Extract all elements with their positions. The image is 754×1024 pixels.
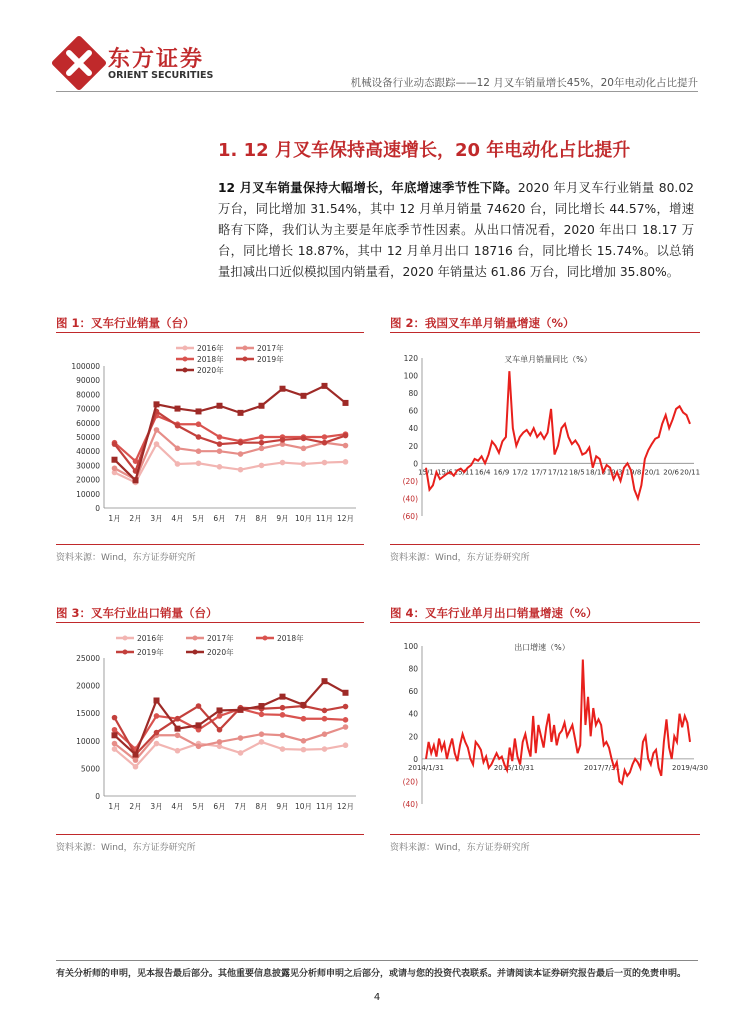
brand-name-cn: 东方证券	[108, 47, 205, 72]
fig1-legend-label: 2019年	[257, 355, 284, 364]
brand-logo-mark	[56, 40, 102, 86]
fig1-data-point	[280, 437, 286, 443]
fig3-data-point	[280, 746, 286, 752]
fig3-data-point	[343, 704, 349, 710]
fig3-legend-marker	[193, 650, 198, 655]
fig1-data-point	[154, 401, 160, 407]
fig3-data-point	[196, 722, 202, 728]
fig3-data-point	[259, 739, 265, 745]
fig3-data-point	[133, 752, 139, 758]
fig4-source-rule	[390, 834, 700, 835]
fig2-y-tick-label: 40	[408, 424, 418, 434]
fig1-y-tick-label: 20000	[76, 475, 100, 485]
fig2-x-tick-label: 15/1	[418, 468, 434, 477]
fig1-y-tick-label: 70000	[76, 404, 100, 414]
fig1-data-point	[280, 386, 286, 392]
fig2-x-tick-label: 18/5	[568, 468, 585, 477]
fig3-data-point	[196, 703, 202, 709]
fig3-data-point	[154, 698, 160, 704]
fig1-x-tick-label: 10月	[294, 514, 313, 523]
fig3-x-tick-label: 7月	[234, 802, 247, 811]
fig1-data-point	[238, 451, 244, 457]
fig1-legend-label: 2017年	[257, 344, 284, 353]
fig1-x-tick-label: 4月	[171, 514, 184, 523]
fig1-data-point	[322, 440, 328, 446]
fig4-chart	[390, 628, 708, 828]
fig1-data-point	[196, 434, 202, 440]
fig3-data-point	[322, 678, 328, 684]
fig4-x-tick-label: 2015/10/31	[493, 763, 535, 772]
fig1-data-point	[343, 400, 349, 406]
fig3-y-tick-label: 15000	[76, 709, 100, 719]
fig1-data-point	[175, 406, 181, 412]
fig1-series-line-2019年	[115, 411, 346, 471]
fig3-data-point	[217, 739, 223, 745]
fig3-data-point	[280, 712, 286, 718]
footer-disclaimer: 有关分析师的申明，见本报告最后部分。其他重要信息披露见分析师申明之后部分，或请与您的投资代表联系。并请阅读本证券研究报告最后一页的免责申明。	[56, 969, 687, 979]
fig3-y-tick-label: 5000	[80, 764, 100, 774]
fig1-x-tick-label: 2月	[129, 514, 142, 523]
fig2-x-tick-label: 16/4	[474, 468, 491, 477]
fig2-x-tick-label: 18/10	[585, 468, 606, 477]
fig3-data-point	[343, 690, 349, 696]
fig1-data-point	[217, 448, 223, 454]
fig3-data-point	[175, 726, 181, 732]
fig1-data-point	[217, 441, 223, 447]
fig3-data-point	[154, 713, 160, 719]
fig1-x-tick-label: 3月	[150, 514, 163, 523]
fig2-y-tick-label: (40)	[402, 494, 418, 504]
fig1-data-point	[259, 440, 265, 446]
fig2-y-tick-label: 120	[403, 354, 418, 363]
fig4-title-rule	[390, 622, 700, 623]
fig3-data-point	[343, 717, 349, 723]
fig4-title: 图 4：叉车行业单月出口销量增速（%）	[390, 606, 598, 620]
fig1-data-point	[301, 393, 307, 399]
fig3-source: 资料来源：Wind，东方证券研究所	[56, 843, 196, 853]
fig1-x-tick-label: 11月	[315, 514, 334, 523]
fig2-x-tick-label: 20/6	[663, 468, 680, 477]
fig4-x-tick-label: 2019/4/30	[672, 763, 708, 772]
fig3-x-tick-label: 1月	[108, 802, 121, 811]
fig1-data-point	[217, 403, 223, 409]
fig2-x-tick-label: 16/9	[493, 468, 510, 477]
fig1-data-point	[343, 459, 349, 465]
fig2-x-tick-label: 17/7	[531, 468, 548, 477]
fig4-source: 资料来源：Wind，东方证券研究所	[390, 843, 530, 853]
fig4-y-tick-label: 20	[408, 732, 418, 742]
header-divider	[56, 91, 698, 92]
fig3-x-tick-label: 4月	[171, 802, 184, 811]
section-body	[218, 178, 694, 283]
fig3-data-point	[280, 705, 286, 711]
fig1-legend-marker	[243, 357, 248, 362]
fig3-y-tick-label: 0	[95, 792, 100, 801]
section-paragraph: 2020 年月叉车行业销量 80.02 万台，同比增加 31.54%，其中 12 月单月销量 74620 台，同比增长 44.57%，增速略有下降，我们认为主要是年底季节性因素。从出口情况看，2020 年出口 18.17 万台，同比增长 18.87%，其中 12 月单月出口 18716 台，同比增长 15.74%。以总销量扣减出口近似模拟国内销量看，2020 年销量达 61.86 万台，同比增加 35.80%。	[218, 181, 694, 279]
fig1-data-point	[343, 433, 349, 439]
fig1-data-point	[217, 464, 223, 470]
fig1-y-tick-label: 40000	[76, 447, 100, 457]
fig3-data-point	[175, 716, 181, 722]
fig3-data-point	[322, 716, 328, 722]
fig3-data-point	[322, 746, 328, 752]
fig3-data-point	[259, 712, 265, 718]
fig1-data-point	[322, 460, 328, 466]
fig4-y-tick-label: 60	[408, 687, 418, 697]
fig3-data-point	[280, 694, 286, 700]
fig1-data-point	[112, 441, 118, 447]
fig1-legend-marker	[183, 368, 188, 373]
fig3-data-point	[280, 732, 286, 738]
fig4-y-tick-label: 80	[408, 664, 418, 674]
fig3-data-point	[343, 724, 349, 730]
fig1-data-point	[196, 408, 202, 414]
fig3-data-point	[112, 727, 118, 733]
fig2-y-tick-label: 60	[408, 406, 418, 416]
report-title: 机械设备行业动态跟踪——12 月叉车销量增长45%，20年电动化占比提升	[350, 77, 698, 89]
fig3-y-tick-label: 10000	[76, 736, 100, 746]
fig3-data-point	[217, 707, 223, 713]
fig3-data-point	[301, 747, 307, 753]
page-number: 4	[373, 992, 381, 1003]
fig3-data-point	[301, 738, 307, 744]
fig1-x-tick-label: 1月	[108, 514, 121, 523]
fig2-series-line	[426, 371, 690, 498]
fig3-title-rule	[56, 622, 364, 623]
fig3-title: 图 3：叉车行业出口销量（台）	[56, 606, 218, 620]
fig3-source-rule	[56, 834, 364, 835]
fig2-source-rule	[390, 544, 700, 545]
fig3-x-tick-label: 8月	[255, 802, 268, 811]
fig1-legend-label: 2016年	[197, 344, 224, 353]
fig3-legend-label: 2018年	[277, 634, 304, 643]
fig3-data-point	[322, 708, 328, 714]
fig1-y-tick-label: 0	[95, 504, 100, 513]
fig3-x-tick-label: 5月	[192, 802, 205, 811]
fig3-x-tick-label: 11月	[315, 802, 334, 811]
fig1-data-point	[175, 461, 181, 467]
fig2-x-tick-label: 17/2	[512, 468, 529, 477]
fig2-x-tick-label: 20/1	[644, 468, 661, 477]
fig3-series-line-2017年	[115, 727, 346, 760]
fig3-chart	[56, 628, 364, 828]
fig1-y-tick-label: 60000	[76, 418, 100, 428]
fig3-x-tick-label: 6月	[213, 802, 226, 811]
fig1-data-point	[154, 441, 160, 447]
fig3-data-point	[196, 744, 202, 750]
fig1-data-point	[196, 460, 202, 466]
fig1-data-point	[259, 434, 265, 440]
section-lead: 12 月叉车销量保持大幅增长，年底增速季节性下降。	[218, 181, 518, 195]
fig3-legend-label: 2016年	[137, 634, 164, 643]
fig4-y-tick-label: (20)	[402, 777, 418, 787]
fig1-data-point	[259, 446, 265, 452]
fig2-chart-title: 叉车单月销量同比（%）	[504, 355, 592, 364]
fig3-y-tick-label: 20000	[76, 681, 100, 691]
fig3-data-point	[112, 741, 118, 747]
fig3-legend-marker	[123, 636, 128, 641]
fig2-y-tick-label: 100	[403, 371, 418, 381]
fig4-y-tick-label: 100	[403, 642, 418, 651]
fig1-data-point	[301, 436, 307, 442]
fig1-chart	[56, 340, 364, 540]
fig2-x-tick-label: 20/11	[679, 468, 701, 477]
fig1-legend-label: 2020年	[197, 366, 224, 375]
fig1-data-point	[322, 434, 328, 440]
fig1-series-line-2020年	[115, 386, 346, 480]
brand-name-en: ORIENT SECURITIES	[108, 70, 214, 81]
fig2-x-tick-label: 17/12	[547, 468, 569, 477]
fig2-title-rule	[390, 332, 700, 333]
section-heading: 1. 12 月叉车保持高速增长，20 年电动化占比提升	[218, 140, 631, 161]
fig1-x-tick-label: 6月	[213, 514, 226, 523]
fig1-data-point	[301, 446, 307, 452]
fig1-data-point	[112, 465, 118, 471]
fig3-legend-label: 2020年	[207, 648, 234, 657]
fig3-data-point	[238, 735, 244, 741]
fig3-x-tick-label: 9月	[276, 802, 289, 811]
fig4-y-tick-label: (40)	[402, 800, 418, 809]
fig1-source: 资料来源：Wind，东方证券研究所	[56, 553, 196, 563]
fig1-legend-marker	[183, 357, 188, 362]
fig3-data-point	[301, 702, 307, 708]
fig3-data-point	[175, 748, 181, 754]
fig2-y-tick-label: 80	[408, 389, 418, 399]
fig3-legend-label: 2019年	[137, 648, 164, 657]
fig4-series-line	[426, 660, 690, 784]
fig3-legend-label: 2017年	[207, 634, 234, 643]
fig3-data-point	[322, 731, 328, 737]
fig1-y-tick-label: 50000	[76, 433, 100, 442]
fig3-x-tick-label: 12月	[336, 802, 355, 811]
fig1-series-line-2018年	[115, 416, 346, 461]
fig3-data-point	[133, 757, 139, 763]
fig1-data-point	[154, 427, 160, 433]
fig1-x-tick-label: 9月	[276, 514, 289, 523]
fig3-data-point	[259, 731, 265, 737]
fig3-y-tick-label: 25000	[76, 654, 100, 663]
fig1-data-point	[322, 383, 328, 389]
fig2-y-tick-label: (20)	[402, 476, 418, 486]
fig2-x-tick-label: 15/11	[453, 468, 474, 477]
fig1-y-tick-label: 100000	[71, 362, 100, 371]
fig3-data-point	[154, 730, 160, 736]
fig4-x-tick-label: 2017/7/31	[584, 763, 620, 772]
fig4-y-tick-label: 0	[413, 754, 418, 764]
fig3-legend-marker	[123, 650, 128, 655]
fig2-x-tick-label: 19/3	[606, 468, 623, 477]
fig3-data-point	[343, 742, 349, 748]
fig1-y-tick-label: 30000	[76, 461, 100, 471]
fig1-data-point	[301, 461, 307, 467]
fig3-data-point	[133, 764, 139, 770]
fig3-data-point	[112, 732, 118, 738]
fig2-source: 资料来源：Wind，东方证券研究所	[390, 553, 530, 563]
fig3-data-point	[217, 713, 223, 719]
fig3-data-point	[238, 707, 244, 713]
fig1-data-point	[280, 460, 286, 466]
fig1-data-point	[217, 434, 223, 440]
fig3-legend-marker	[263, 636, 268, 641]
fig3-data-point	[112, 715, 118, 721]
fig1-data-point	[196, 448, 202, 454]
fig3-data-point	[175, 732, 181, 738]
fig1-legend-label: 2018年	[197, 355, 224, 364]
fig1-data-point	[238, 410, 244, 416]
fig3-x-tick-label: 10月	[294, 802, 313, 811]
fig4-chart-title: 出口增速（%）	[514, 643, 570, 652]
fig1-legend-marker	[183, 346, 188, 351]
fig1-data-point	[238, 467, 244, 473]
brand-logo	[56, 40, 102, 86]
fig1-y-tick-label: 80000	[76, 390, 100, 400]
fig1-source-rule	[56, 544, 364, 545]
fig1-title-rule	[56, 332, 364, 333]
fig3-data-point	[301, 716, 307, 722]
fig1-data-point	[175, 446, 181, 452]
fig3-data-point	[259, 703, 265, 709]
fig1-x-tick-label: 12月	[336, 514, 355, 523]
fig1-y-tick-label: 10000	[76, 489, 100, 499]
fig3-x-tick-label: 3月	[150, 802, 163, 811]
fig2-y-tick-label: (60)	[402, 512, 418, 521]
fig3-data-point	[154, 741, 160, 747]
fig1-title: 图 1：叉车行业销量（台）	[56, 316, 195, 330]
fig1-y-tick-label: 90000	[76, 376, 100, 386]
fig4-x-tick-label: 2014/1/31	[408, 763, 444, 772]
fig4-y-tick-label: 40	[408, 709, 418, 719]
fig2-chart	[390, 340, 700, 540]
fig1-data-point	[175, 423, 181, 429]
fig3-data-point	[238, 750, 244, 756]
fig1-legend-marker	[243, 346, 248, 351]
fig1-x-tick-label: 8月	[255, 514, 268, 523]
fig1-data-point	[133, 477, 139, 483]
fig3-x-tick-label: 2月	[129, 802, 142, 811]
fig2-title: 图 2：我国叉车单月销量增速（%）	[390, 316, 575, 330]
footer-divider	[56, 960, 698, 961]
fig1-x-tick-label: 5月	[192, 514, 205, 523]
fig1-data-point	[238, 440, 244, 446]
fig3-legend-marker	[193, 636, 198, 641]
fig1-data-point	[196, 421, 202, 427]
fig1-data-point	[259, 463, 265, 469]
fig2-y-tick-label: 0	[413, 459, 418, 469]
fig1-data-point	[259, 403, 265, 409]
fig1-data-point	[112, 457, 118, 463]
fig2-y-tick-label: 20	[408, 441, 418, 451]
fig1-x-tick-label: 7月	[234, 514, 247, 523]
fig2-x-tick-label: 19/8	[625, 468, 642, 477]
fig3-data-point	[112, 746, 118, 752]
fig3-data-point	[217, 727, 223, 733]
fig1-data-point	[343, 443, 349, 449]
fig2-x-tick-label: 15/6	[436, 468, 453, 477]
